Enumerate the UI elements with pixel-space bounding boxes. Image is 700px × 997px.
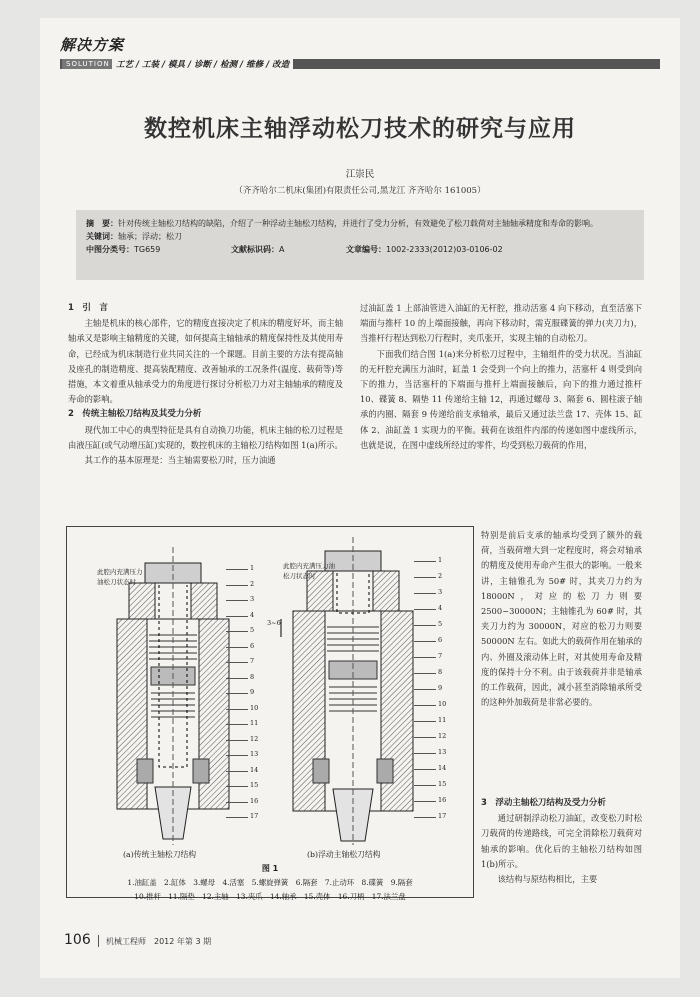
leader-line <box>226 600 248 601</box>
abstract <box>86 217 634 230</box>
part-number: 6 <box>438 636 443 644</box>
part-number: 17 <box>250 812 259 820</box>
leader-line <box>414 769 436 770</box>
part-number: 12 <box>250 734 259 743</box>
leader-line <box>226 755 248 756</box>
label-b: 此腔内充满压力油 松刀状态时 <box>283 562 335 580</box>
heading-intro: 1 引 言 <box>68 303 108 313</box>
footer-divider <box>98 935 99 947</box>
part-number: 5 <box>438 620 443 628</box>
part-number: 11 <box>250 719 259 727</box>
abstract-box <box>76 210 644 280</box>
part-number: 15 <box>438 780 447 788</box>
page-number: 106 <box>64 932 91 948</box>
leader-line <box>414 641 436 642</box>
solution-label: SOLUTION <box>62 59 114 69</box>
part-number: 2 <box>438 572 443 580</box>
leader-line <box>226 740 248 741</box>
leader-line <box>414 673 436 674</box>
part-number: 13 <box>438 748 447 756</box>
part-number: 14 <box>250 765 259 774</box>
part-number: 3 <box>438 588 443 596</box>
heading-floating: 3 浮动主轴松刀结构及受力分析 <box>481 798 606 808</box>
author: 江崇民 <box>345 169 375 180</box>
paragraph: 该结构与原结构相比，主要 <box>497 874 598 885</box>
label-a: 此腔内充满压力 油松刀状态时 <box>97 568 143 586</box>
part-number: 15 <box>250 781 259 789</box>
class-number: 中图分类号：TG659 <box>86 245 161 254</box>
leader-line <box>226 585 248 586</box>
heading-traditional: 2 传统主轴松刀结构及其受力分析 <box>68 409 202 420</box>
dimension: 3~6 <box>267 619 281 627</box>
leader-line <box>414 657 436 658</box>
caption-a: (a)传统主轴松刀结构 <box>123 850 197 859</box>
part-number: 14 <box>438 764 447 772</box>
part-number: 16 <box>438 796 447 804</box>
section-subtitle: 工艺 / 工装 / 模具 / 诊断 / 检测 / 维修 / 改造 <box>112 58 293 70</box>
leader-line <box>414 785 436 786</box>
leader-line <box>414 705 436 706</box>
leader-line <box>414 609 436 610</box>
doc-code: 文献标识码：A <box>231 245 285 254</box>
leader-line <box>414 801 436 802</box>
figure-title: 图 1 <box>261 864 279 873</box>
part-number: 13 <box>250 750 259 758</box>
paragraph: 主轴是机床的核心部件，它的精度直接决定了机床的精度好坏，而主轴轴承又是影响主轴精度的关键，如何提高主轴轴承的精度保持性及其使用寿命，已经成为机床制造行业共同关注的一个课题。目前主要的方法有提高轴及座孔的制造精度、提高装配精度、改善轴承的工况条件(温度、载荷等)等措施，本文着重从轴承受力的角度进行探讨分析松刀力对主轴轴承的精度及寿命的影响。 <box>68 318 343 405</box>
leader-line <box>414 561 436 562</box>
leader-line <box>226 802 248 803</box>
paragraph: 通过研制浮动松刀油缸，改变松刀时松刀载荷的传递路线，可完全消除松刀载荷对轴承的影响。优化后的主轴松刀结构如图 1(b)所示。 <box>481 813 642 869</box>
part-number: 9 <box>250 688 255 696</box>
paragraph: 其工作的基本原理是：当主轴需要松刀时，压力油通 <box>84 455 276 466</box>
part-number: 17 <box>438 812 447 820</box>
leader-line <box>414 817 436 818</box>
part-number: 4 <box>250 610 255 619</box>
leader-line <box>226 724 248 725</box>
part-number: 10 <box>250 703 259 712</box>
right-column <box>360 301 642 453</box>
right-column-narrow <box>481 528 642 710</box>
part-number: 1 <box>250 564 255 572</box>
leader-line <box>226 693 248 694</box>
part-number: 10 <box>438 700 447 708</box>
part-number: 5 <box>250 626 255 634</box>
leader-line <box>226 709 248 710</box>
right-column-bottom <box>481 796 642 887</box>
leader-line <box>226 647 248 648</box>
leader-line <box>226 662 248 663</box>
leader-line <box>226 786 248 787</box>
leader-line <box>414 625 436 626</box>
paragraph: 特别是前后支承的轴承均受到了额外的载荷，当载荷增大到一定程度时，将会对轴承的精度及使用寿命产生很大的影响。一般来讲，主轴锥孔为 50# 时，其夹刀力约为 18000N，对应的松刀力则要 2500~30000N；主轴锥孔为 60# 时，其夹刀力约为 30000N，对应的松刀力则要 50000N 左右。如此大的载荷作用在轴承的内、外圈及滚动体上时，对其使用寿命及精度的保持十分不利。由于该载荷并非是轴承的工作载荷，因此，减小甚至消除轴承所受的这种外加载荷是非常必要的。 <box>481 530 642 708</box>
part-number: 16 <box>250 796 259 805</box>
leader-line <box>414 737 436 738</box>
paragraph: 过油缸盖 1 上部油管进入油缸的无杆腔，推动活塞 4 向下移动，直至活塞下端面与推杆 10 的上端面接触，再向下移动时，需克服碟簧的弹力(夹刀力)，当推杆行程达到松刀行程时，夹爪张开，实现主轴的自动松刀。 <box>360 303 642 344</box>
journal-page <box>40 18 680 978</box>
part-number: 7 <box>438 652 443 660</box>
leader-line <box>414 593 436 594</box>
article-title: 数控机床主轴浮动松刀技术的研究与应用 <box>144 116 576 142</box>
part-number: 3 <box>250 595 255 603</box>
section-title: 解决方案 <box>60 36 125 54</box>
affiliation: （齐齐哈尔二机床(集团)有限责任公司,黑龙江 齐齐哈尔 161005） <box>234 186 486 196</box>
legend-line-2: 10.推杆 11.隔垫 12.主轴 13.夹爪 14.轴承 15.壳体 16.刀柄 17.法兰盘 <box>134 892 406 901</box>
abstract-text: 针对传统主轴松刀结构的缺陷，介绍了一种浮动主轴松刀结构，并进行了受力分析，有效避免了松刀载荷对主轴轴承精度和寿命的影响。 <box>118 219 598 228</box>
legend-line-1: 1.油缸盖 2.缸体 3.螺母 4.活塞 5.螺旋弹簧 6.隔套 7.止动环 8.碟簧 9.隔套 <box>127 878 413 887</box>
paragraph: 下面我们结合图 1(a)来分析松刀过程中，主轴组件的受力状况。当油缸的无杆腔充满压力油时，缸盖 1 会受到一个向上的推力，活塞杆 4 则受到向下的推力，当活塞杆的下端面与推杆上端面接触后，向下的推力通过推杆 10、碟簧 8、隔垫 11 传递给主轴 12，再通过螺母 3、隔套 6、圆柱滚子轴承的内圈、隔套 9 传递给前支承轴承，最后又通过法兰盘 17、壳体 15、缸体 2、油缸盖 1 实现力的平衡。载荷在该组件内部的传递如图中虚线所示，也就是说，在图中虚线所经过的零件，均受到松刀载荷的作用， <box>360 348 642 450</box>
leader-line <box>226 631 248 632</box>
keywords <box>86 230 634 243</box>
leader-line <box>414 753 436 754</box>
part-number: 1 <box>438 556 443 564</box>
figure-legend <box>66 862 474 904</box>
left-column <box>68 301 343 468</box>
part-number: 9 <box>438 684 443 692</box>
part-number: 6 <box>250 641 255 650</box>
article-id: 文章编号：1002-2333(2012)03-0106-02 <box>346 245 503 254</box>
caption-b: (b)浮动主轴松刀结构 <box>307 850 381 859</box>
keywords-text: 轴承；浮动；松刀 <box>118 232 182 241</box>
part-number: 4 <box>438 604 443 612</box>
leader-line <box>226 569 248 570</box>
part-number: 11 <box>438 716 447 724</box>
meta-row <box>86 243 634 256</box>
part-number: 7 <box>250 657 255 665</box>
leader-line <box>414 689 436 690</box>
leader-line <box>226 771 248 772</box>
leader-line <box>414 721 436 722</box>
part-number: 8 <box>438 668 443 676</box>
figure-numbers <box>66 526 474 846</box>
leader-line <box>414 577 436 578</box>
part-number: 2 <box>250 579 255 588</box>
journal-name: 机械工程师 2012 年第 3 期 <box>106 937 212 946</box>
part-number: 8 <box>250 672 255 681</box>
keywords-label: 关键词： <box>86 232 118 241</box>
abstract-label: 摘 要： <box>86 219 118 228</box>
part-number: 12 <box>438 732 447 740</box>
leader-line <box>226 616 248 617</box>
leader-line <box>226 678 248 679</box>
leader-line <box>226 817 248 818</box>
paragraph: 现代加工中心的典型特征是具有自动换刀功能，机床主轴的松刀过程是由液压缸(或气动增压缸)实现的，数控机床的主轴松刀结构如图 1(a)所示。 <box>68 424 343 450</box>
